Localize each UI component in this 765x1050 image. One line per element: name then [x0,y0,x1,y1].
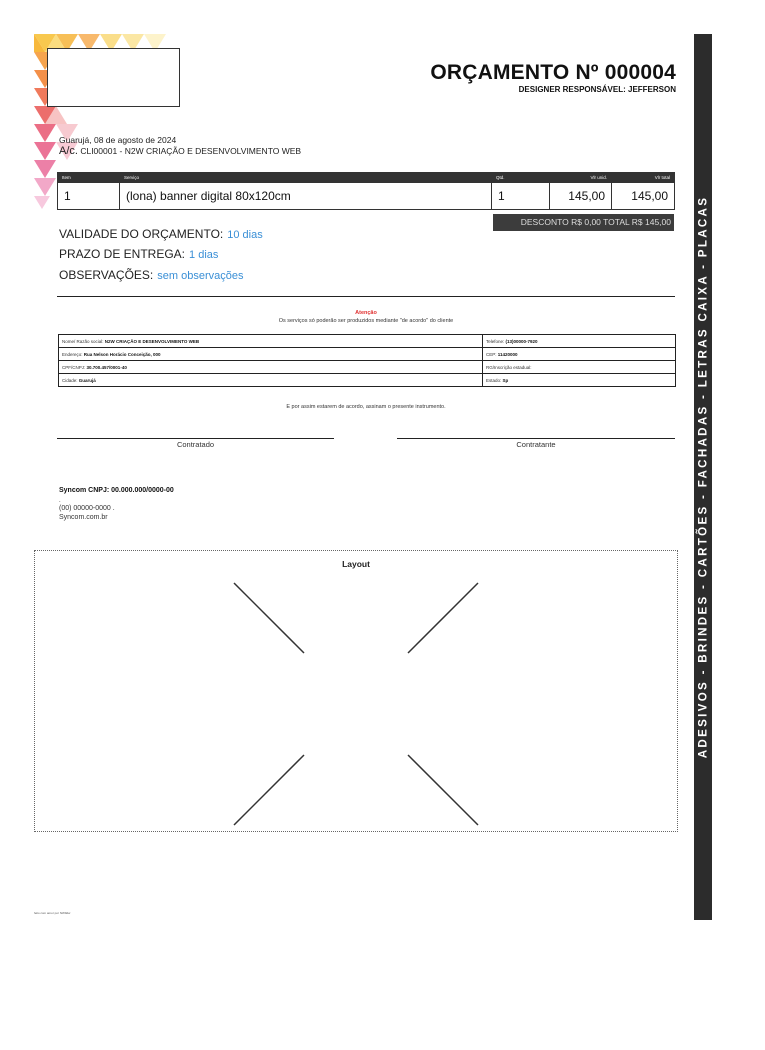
delivery-label: PRAZO DE ENTREGA: [59,247,186,261]
info-cell [483,348,676,361]
info-value: 30.700.457/0001-40 [86,364,127,370]
observations-label: OBSERVAÇÕES: [59,268,154,282]
info-cell [483,335,676,348]
table-row [58,183,675,210]
info-cell [59,361,483,374]
info-cell [483,374,676,387]
cell-vlr-total: 145,00 [612,183,675,210]
info-label: Endereço: [62,351,83,357]
cell-vlr-unid: 145,00 [550,183,612,210]
info-label: CEP: [486,351,497,357]
page-title: ORÇAMENTO Nº 000004 [430,61,676,84]
items-table [57,172,675,210]
cell-servico: (lona) banner digital 80x120cm [120,183,492,210]
delivery-value: 1 dias [189,249,219,261]
signature-label-contratante: Contratante [516,440,556,449]
info-value: (13)00000-7920 [505,338,538,344]
info-cell [483,361,676,374]
table-row [59,361,676,374]
company-dot: . [59,498,61,504]
info-label: Nome/ Razão social: [62,338,104,344]
signature-label-contratado: Contratado [176,440,215,449]
cell-qtd: 1 [492,183,550,210]
attention-title: Atenção [355,310,377,316]
validity-line [59,227,263,241]
layout-title: Layout [342,559,370,569]
info-cell [59,348,483,361]
info-label: Estado: [486,377,502,383]
attention-text: Os serviços só poderão ser produzidos mediante "de acordo" do cliente [278,318,454,324]
cell-item: 1 [58,183,120,210]
delivery-line [59,247,218,261]
info-value: Guarujá [78,377,96,383]
info-value: N2W CRIAÇÃO E DESENVOLVIMENTO WEB [104,338,200,344]
info-cell [59,374,483,387]
client-prefix: A/c. [59,145,78,157]
observations-value: sem observações [157,270,244,282]
company-name: Syncom CNPJ: 00.000.000/0000-00 [59,487,174,494]
info-value: Rua Nelson Horácio Conceição, 000 [83,351,161,357]
designer-label: DESIGNER RESPONSÁVEL: JEFFERSON [518,85,676,94]
agreement-text: E por assim estarem de acordo, assinam o presente instrumento. [286,404,446,410]
client-line [59,145,301,157]
company-phone: (00) 00000-0000 . [59,505,115,512]
info-value: 11420000 [497,351,518,357]
info-cell [59,335,483,348]
logo-placeholder [47,48,180,107]
signature-line-contratado [57,438,334,439]
validity-label: VALIDADE DO ORÇAMENTO: [59,227,224,241]
table-row [59,335,676,348]
layout-placeholder-icon [34,550,678,832]
info-label: RG/Inscrição estadual: [486,364,532,370]
client-name: CLI00001 - N2W CRIAÇÃO E DESENVOLVIMENTO WEB [80,146,302,156]
services-sidebar [694,34,712,920]
col-header-vlr-total: Vlr total [612,173,675,183]
company-site: Syncom.com.br [59,514,108,521]
info-value: Sp [502,377,509,383]
divider [57,296,675,297]
observations-line [59,268,243,282]
col-header-servico: Serviço [120,173,492,183]
totals-bar: DESCONTO R$ 0,00 TOTAL R$ 145,00 [493,214,674,231]
col-header-item: Item [58,173,120,183]
footer-note: feito com amor por NW9dw [34,911,71,915]
info-label: Cidade: [62,377,78,383]
table-row [59,348,676,361]
info-label: Telefone: [486,338,505,344]
signature-line-contratante [397,438,675,439]
col-header-vlr-unid: Vlr unid. [550,173,612,183]
info-label: CPF/CNPJ: [62,364,86,370]
col-header-qtd: Qtd. [492,173,550,183]
date-line: Guarujá, 08 de agosto de 2024 [59,135,177,145]
sidebar-text: ADESIVOS - BRINDES - CARTÕES - FACHADAS - LETRAS CAIXA - PLACAS [696,195,710,759]
table-row [59,374,676,387]
validity-value: 10 dias [227,229,263,241]
client-info-table [58,334,676,387]
